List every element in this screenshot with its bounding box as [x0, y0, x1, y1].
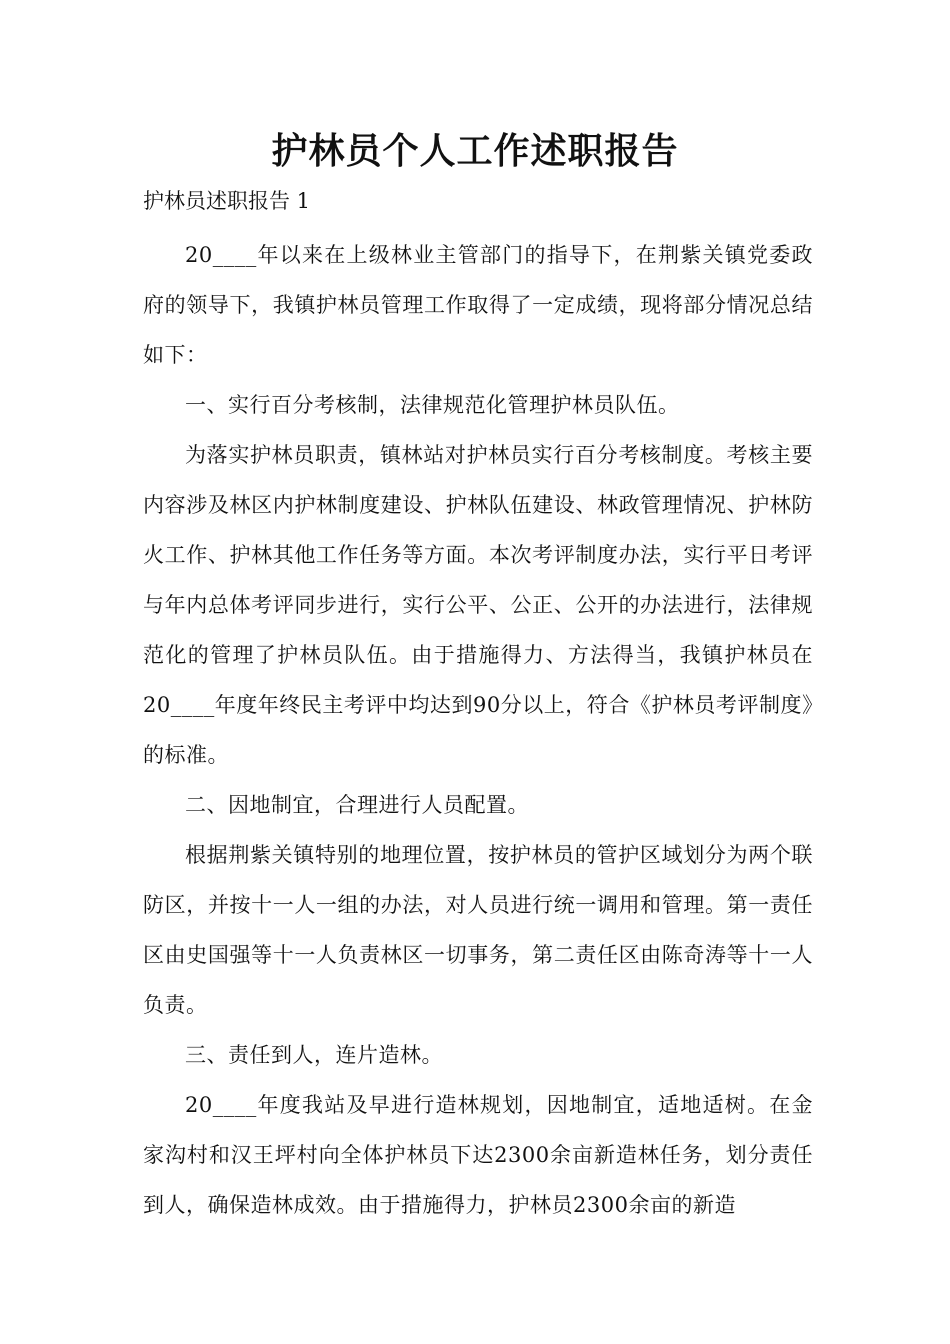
document-subtitle: 护林员述职报告 1	[143, 189, 311, 213]
section-heading-2: 二、因地制宜，合理进行人员配置。	[185, 793, 529, 817]
section-heading-3: 三、责任到人，连片造林。	[185, 1043, 443, 1067]
paragraph-intro: 20____年以来在上级林业主管部门的指导下，在荆紫关镇党委政府的领导下，我镇护林员管理工作取得了一定成绩，现将部分情况总结如下：	[143, 243, 813, 367]
paragraph-section-2: 根据荆紫关镇特别的地理位置，按护林员的管护区域划分为两个联防区，并按十一人一组的办法，对人员进行统一调用和管理。第一责任区由史国强等十一人负责林区一切事务，第二责任区由陈奇涛等十一人负责。	[143, 843, 813, 1017]
document-title: 护林员个人工作述职报告	[271, 131, 679, 172]
section-heading-1: 一、实行百分考核制，法律规范化管理护林员队伍。	[185, 393, 680, 417]
paragraph-section-3: 20____年度我站及早进行造林规划，因地制宜，适地适树。在金家沟村和汉王坪村向全体护林员下达2300余亩新造林任务，划分责任到人，确保造林成效。由于措施得力，护林员2300余亩的新造	[143, 1093, 813, 1217]
document-body	[143, 230, 813, 1230]
paragraph-section-1: 为落实护林员职责，镇林站对护林员实行百分考核制度。考核主要内容涉及林区内护林制度建设、护林队伍建设、林政管理情况、护林防火工作、护林其他工作任务等方面。本次考评制度办法，实行平日考评与年内总体考评同步进行，实行公平、公正、公开的办法进行，法律规范化的管理了护林员队伍。由于措施得力、方法得当，我镇护林员在20____年度年终民主考评中均达到90分以上，符合《护林员考评制度》的标准。	[143, 443, 813, 767]
